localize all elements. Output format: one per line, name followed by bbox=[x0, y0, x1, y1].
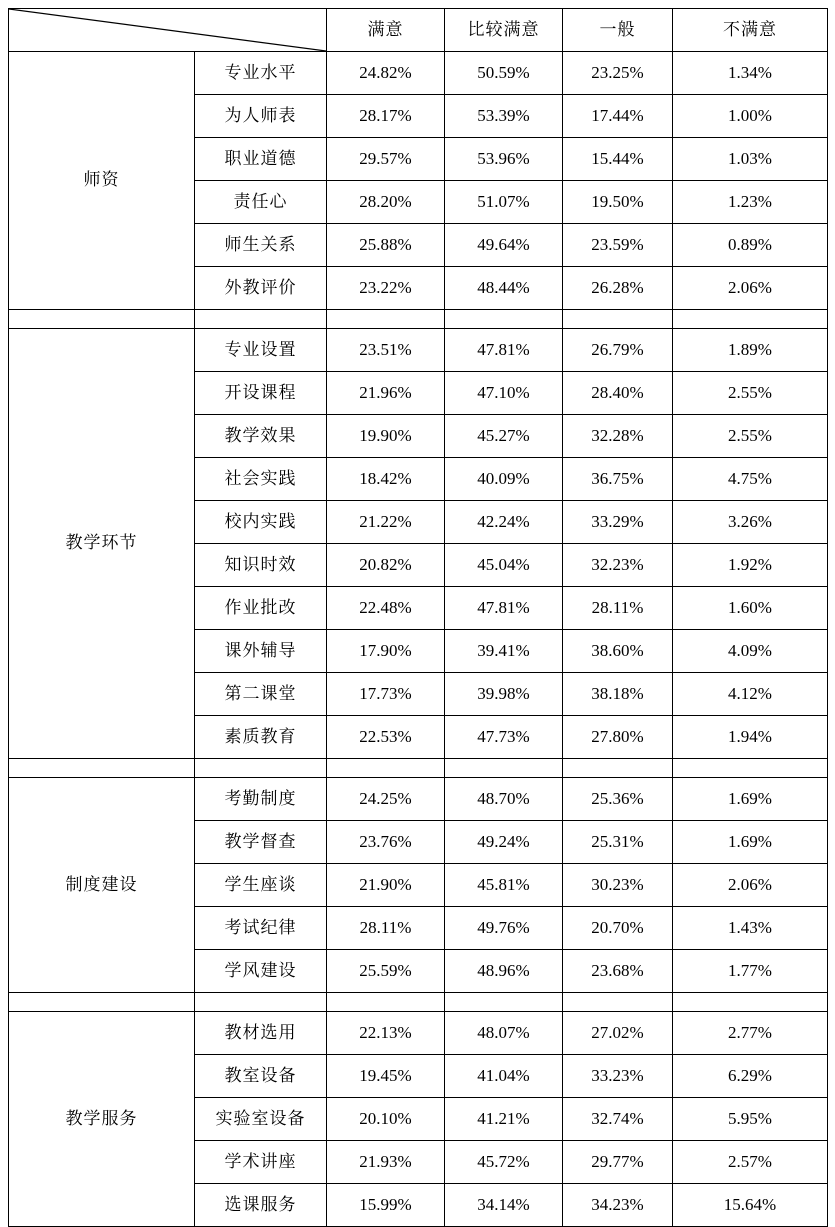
value-cell: 24.25% bbox=[327, 778, 445, 821]
value-cell: 17.73% bbox=[327, 673, 445, 716]
separator-cell bbox=[9, 993, 195, 1012]
item-cell: 考试纪律 bbox=[195, 907, 327, 950]
table-row bbox=[9, 1012, 828, 1055]
value-cell: 1.34% bbox=[673, 52, 828, 95]
item-cell: 为人师表 bbox=[195, 95, 327, 138]
value-cell: 48.70% bbox=[445, 778, 563, 821]
value-cell: 28.17% bbox=[327, 95, 445, 138]
separator-cell bbox=[673, 993, 828, 1012]
value-cell: 45.27% bbox=[445, 415, 563, 458]
value-cell: 28.20% bbox=[327, 181, 445, 224]
separator-cell bbox=[445, 993, 563, 1012]
value-cell: 47.73% bbox=[445, 716, 563, 759]
item-cell: 课外辅导 bbox=[195, 630, 327, 673]
value-cell: 39.98% bbox=[445, 673, 563, 716]
value-cell: 25.31% bbox=[563, 821, 673, 864]
value-cell: 6.29% bbox=[673, 1055, 828, 1098]
value-cell: 1.92% bbox=[673, 544, 828, 587]
value-cell: 28.40% bbox=[563, 372, 673, 415]
value-cell: 21.93% bbox=[327, 1141, 445, 1184]
category-cell: 教学服务 bbox=[9, 1012, 195, 1227]
value-cell: 40.09% bbox=[445, 458, 563, 501]
value-cell: 42.24% bbox=[445, 501, 563, 544]
item-cell: 专业设置 bbox=[195, 329, 327, 372]
value-cell: 33.23% bbox=[563, 1055, 673, 1098]
value-cell: 23.51% bbox=[327, 329, 445, 372]
item-cell: 选课服务 bbox=[195, 1184, 327, 1227]
value-cell: 2.57% bbox=[673, 1141, 828, 1184]
column-header: 不满意 bbox=[673, 9, 828, 52]
value-cell: 32.28% bbox=[563, 415, 673, 458]
value-cell: 1.60% bbox=[673, 587, 828, 630]
value-cell: 21.96% bbox=[327, 372, 445, 415]
value-cell: 15.64% bbox=[673, 1184, 828, 1227]
item-cell: 第二课堂 bbox=[195, 673, 327, 716]
item-cell: 实验室设备 bbox=[195, 1098, 327, 1141]
separator-cell bbox=[327, 993, 445, 1012]
value-cell: 21.90% bbox=[327, 864, 445, 907]
item-cell: 作业批改 bbox=[195, 587, 327, 630]
group-separator-row bbox=[9, 759, 828, 778]
value-cell: 20.70% bbox=[563, 907, 673, 950]
value-cell: 1.23% bbox=[673, 181, 828, 224]
value-cell: 45.72% bbox=[445, 1141, 563, 1184]
value-cell: 4.75% bbox=[673, 458, 828, 501]
value-cell: 23.76% bbox=[327, 821, 445, 864]
satisfaction-survey-table bbox=[8, 8, 828, 1227]
value-cell: 2.06% bbox=[673, 864, 828, 907]
separator-cell bbox=[445, 310, 563, 329]
value-cell: 22.13% bbox=[327, 1012, 445, 1055]
separator-cell bbox=[195, 759, 327, 778]
table-header-row bbox=[9, 9, 828, 52]
value-cell: 23.68% bbox=[563, 950, 673, 993]
item-cell: 学风建设 bbox=[195, 950, 327, 993]
item-cell: 知识时效 bbox=[195, 544, 327, 587]
table-row bbox=[9, 778, 828, 821]
table-row bbox=[9, 329, 828, 372]
value-cell: 49.24% bbox=[445, 821, 563, 864]
value-cell: 2.06% bbox=[673, 267, 828, 310]
item-cell: 教学效果 bbox=[195, 415, 327, 458]
item-cell: 教材选用 bbox=[195, 1012, 327, 1055]
value-cell: 20.10% bbox=[327, 1098, 445, 1141]
separator-cell bbox=[195, 993, 327, 1012]
value-cell: 53.96% bbox=[445, 138, 563, 181]
value-cell: 25.36% bbox=[563, 778, 673, 821]
separator-cell bbox=[9, 310, 195, 329]
value-cell: 19.50% bbox=[563, 181, 673, 224]
diagonal-divider-icon bbox=[9, 9, 327, 52]
value-cell: 33.29% bbox=[563, 501, 673, 544]
value-cell: 41.21% bbox=[445, 1098, 563, 1141]
value-cell: 1.43% bbox=[673, 907, 828, 950]
separator-cell bbox=[9, 759, 195, 778]
item-cell: 考勤制度 bbox=[195, 778, 327, 821]
value-cell: 32.74% bbox=[563, 1098, 673, 1141]
value-cell: 45.04% bbox=[445, 544, 563, 587]
value-cell: 17.90% bbox=[327, 630, 445, 673]
value-cell: 27.80% bbox=[563, 716, 673, 759]
value-cell: 1.77% bbox=[673, 950, 828, 993]
value-cell: 25.88% bbox=[327, 224, 445, 267]
separator-cell bbox=[673, 310, 828, 329]
value-cell: 47.81% bbox=[445, 329, 563, 372]
value-cell: 4.09% bbox=[673, 630, 828, 673]
column-header: 一般 bbox=[563, 9, 673, 52]
separator-cell bbox=[327, 759, 445, 778]
item-cell: 教室设备 bbox=[195, 1055, 327, 1098]
item-cell: 专业水平 bbox=[195, 52, 327, 95]
value-cell: 48.96% bbox=[445, 950, 563, 993]
value-cell: 17.44% bbox=[563, 95, 673, 138]
value-cell: 22.53% bbox=[327, 716, 445, 759]
group-separator-row bbox=[9, 993, 828, 1012]
value-cell: 39.41% bbox=[445, 630, 563, 673]
value-cell: 50.59% bbox=[445, 52, 563, 95]
value-cell: 18.42% bbox=[327, 458, 445, 501]
item-cell: 师生关系 bbox=[195, 224, 327, 267]
separator-cell bbox=[563, 759, 673, 778]
item-cell: 素质教育 bbox=[195, 716, 327, 759]
value-cell: 38.60% bbox=[563, 630, 673, 673]
value-cell: 23.25% bbox=[563, 52, 673, 95]
separator-cell bbox=[445, 759, 563, 778]
item-cell: 学生座谈 bbox=[195, 864, 327, 907]
table-row bbox=[9, 52, 828, 95]
value-cell: 38.18% bbox=[563, 673, 673, 716]
value-cell: 25.59% bbox=[327, 950, 445, 993]
value-cell: 1.69% bbox=[673, 778, 828, 821]
value-cell: 49.76% bbox=[445, 907, 563, 950]
value-cell: 24.82% bbox=[327, 52, 445, 95]
value-cell: 48.44% bbox=[445, 267, 563, 310]
item-cell: 教学督查 bbox=[195, 821, 327, 864]
value-cell: 34.14% bbox=[445, 1184, 563, 1227]
value-cell: 28.11% bbox=[563, 587, 673, 630]
value-cell: 19.45% bbox=[327, 1055, 445, 1098]
value-cell: 48.07% bbox=[445, 1012, 563, 1055]
value-cell: 1.69% bbox=[673, 821, 828, 864]
separator-cell bbox=[195, 310, 327, 329]
value-cell: 34.23% bbox=[563, 1184, 673, 1227]
value-cell: 23.22% bbox=[327, 267, 445, 310]
item-cell: 责任心 bbox=[195, 181, 327, 224]
value-cell: 26.79% bbox=[563, 329, 673, 372]
separator-cell bbox=[327, 310, 445, 329]
value-cell: 29.77% bbox=[563, 1141, 673, 1184]
value-cell: 20.82% bbox=[327, 544, 445, 587]
item-cell: 外教评价 bbox=[195, 267, 327, 310]
table-body bbox=[9, 9, 828, 1227]
value-cell: 19.90% bbox=[327, 415, 445, 458]
value-cell: 22.48% bbox=[327, 587, 445, 630]
value-cell: 26.28% bbox=[563, 267, 673, 310]
separator-cell bbox=[673, 759, 828, 778]
value-cell: 51.07% bbox=[445, 181, 563, 224]
item-cell: 开设课程 bbox=[195, 372, 327, 415]
value-cell: 49.64% bbox=[445, 224, 563, 267]
category-cell: 师资 bbox=[9, 52, 195, 310]
value-cell: 1.94% bbox=[673, 716, 828, 759]
category-cell: 教学环节 bbox=[9, 329, 195, 759]
item-cell: 社会实践 bbox=[195, 458, 327, 501]
column-header: 满意 bbox=[327, 9, 445, 52]
value-cell: 47.10% bbox=[445, 372, 563, 415]
value-cell: 36.75% bbox=[563, 458, 673, 501]
column-header: 比较满意 bbox=[445, 9, 563, 52]
value-cell: 23.59% bbox=[563, 224, 673, 267]
value-cell: 41.04% bbox=[445, 1055, 563, 1098]
value-cell: 1.03% bbox=[673, 138, 828, 181]
value-cell: 47.81% bbox=[445, 587, 563, 630]
item-cell: 职业道德 bbox=[195, 138, 327, 181]
value-cell: 45.81% bbox=[445, 864, 563, 907]
separator-cell bbox=[563, 993, 673, 1012]
separator-cell bbox=[563, 310, 673, 329]
value-cell: 2.55% bbox=[673, 372, 828, 415]
value-cell: 0.89% bbox=[673, 224, 828, 267]
item-cell: 学术讲座 bbox=[195, 1141, 327, 1184]
value-cell: 28.11% bbox=[327, 907, 445, 950]
value-cell: 3.26% bbox=[673, 501, 828, 544]
value-cell: 53.39% bbox=[445, 95, 563, 138]
value-cell: 1.89% bbox=[673, 329, 828, 372]
value-cell: 15.44% bbox=[563, 138, 673, 181]
value-cell: 32.23% bbox=[563, 544, 673, 587]
item-cell: 校内实践 bbox=[195, 501, 327, 544]
value-cell: 21.22% bbox=[327, 501, 445, 544]
category-cell: 制度建设 bbox=[9, 778, 195, 993]
value-cell: 1.00% bbox=[673, 95, 828, 138]
value-cell: 5.95% bbox=[673, 1098, 828, 1141]
value-cell: 15.99% bbox=[327, 1184, 445, 1227]
value-cell: 2.77% bbox=[673, 1012, 828, 1055]
group-separator-row bbox=[9, 310, 828, 329]
value-cell: 4.12% bbox=[673, 673, 828, 716]
value-cell: 27.02% bbox=[563, 1012, 673, 1055]
value-cell: 30.23% bbox=[563, 864, 673, 907]
value-cell: 2.55% bbox=[673, 415, 828, 458]
value-cell: 29.57% bbox=[327, 138, 445, 181]
